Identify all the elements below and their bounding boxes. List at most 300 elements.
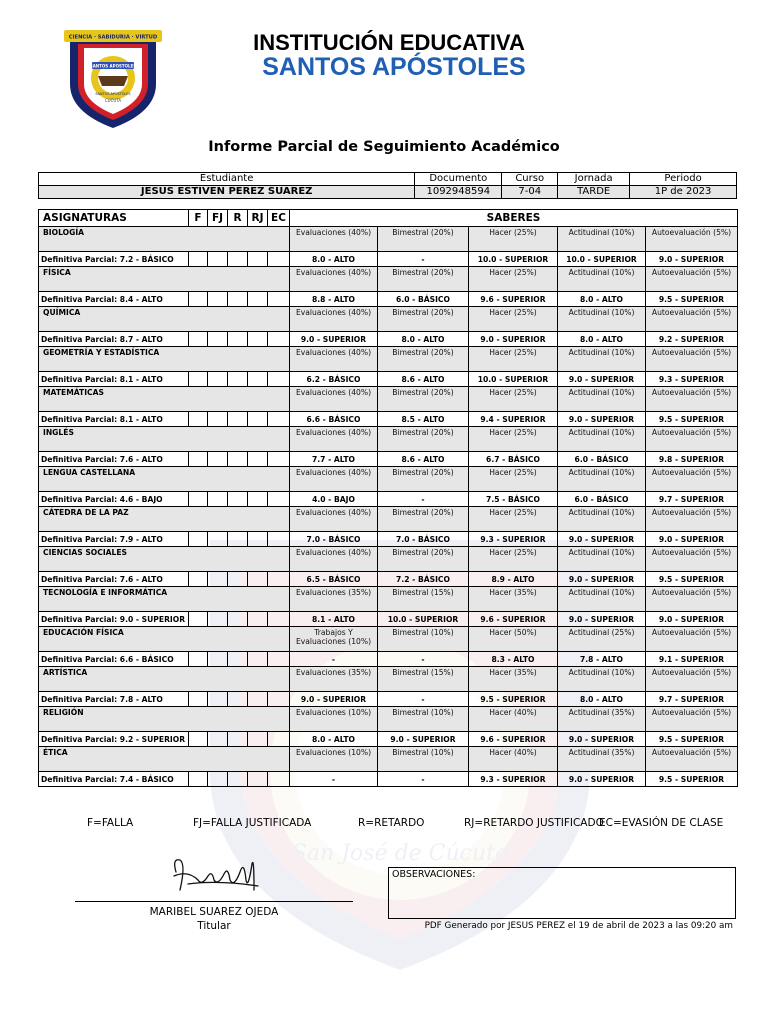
attendance-ec-cell <box>268 612 290 627</box>
subject-score-row <box>39 772 738 787</box>
attendance-rj-cell <box>248 572 268 587</box>
subject-score-row <box>39 492 738 507</box>
criterion-score: 9.0 - SUPERIOR <box>558 612 646 627</box>
attendance-rj-cell <box>248 532 268 547</box>
attendance-r-cell <box>228 652 248 667</box>
criterion-label: Autoevaluación (5%) <box>646 587 738 612</box>
criterion-score: 10.0 - SUPERIOR <box>469 372 558 387</box>
attendance-r-cell <box>228 492 248 507</box>
student-course: 7-04 <box>502 186 558 199</box>
attendance-fj-cell <box>208 332 228 347</box>
attendance-rj-cell <box>248 292 268 307</box>
criterion-score: 9.6 - SUPERIOR <box>469 292 558 307</box>
criterion-label: Actitudinal (10%) <box>558 547 646 572</box>
criterion-score: 7.2 - BÁSICO <box>378 572 469 587</box>
criterion-label: Bimestral (15%) <box>378 587 469 612</box>
attendance-rj-cell <box>248 412 268 427</box>
student-document: 1092948594 <box>415 186 502 199</box>
criterion-label: Bimestral (20%) <box>378 227 469 252</box>
subject-name: BIOLOGÍA <box>39 227 290 252</box>
attendance-r-cell <box>228 412 248 427</box>
attendance-f-cell <box>189 572 208 587</box>
signatory-role: Titular <box>197 920 231 932</box>
attendance-fj-cell <box>208 252 228 267</box>
attendance-f-cell <box>189 372 208 387</box>
criterion-score: 9.4 - SUPERIOR <box>469 412 558 427</box>
criterion-label: Actitudinal (10%) <box>558 347 646 372</box>
legend-fj: FJ=FALLA JUSTIFICADA <box>193 817 312 829</box>
criterion-score: 9.0 - SUPERIOR <box>378 732 469 747</box>
criterion-score: 7.0 - BÁSICO <box>378 532 469 547</box>
criterion-score: 9.5 - SUPERIOR <box>646 412 738 427</box>
attendance-rj-cell <box>248 252 268 267</box>
criterion-label: Evaluaciones (40%) <box>290 387 378 412</box>
attendance-ec-cell <box>268 532 290 547</box>
attendance-fj-cell <box>208 412 228 427</box>
criterion-label: Hacer (40%) <box>469 747 558 772</box>
subject-name: CIENCIAS SOCIALES <box>39 547 290 572</box>
criterion-score: 8.6 - ALTO <box>378 372 469 387</box>
criterion-score: 6.5 - BÁSICO <box>290 572 378 587</box>
subject-score-row <box>39 732 738 747</box>
criterion-score: 8.0 - ALTO <box>290 252 378 267</box>
criterion-score: 10.0 - SUPERIOR <box>378 612 469 627</box>
rj-header: RJ <box>248 210 268 227</box>
final-grade: Definitiva Parcial: 8.1 - ALTO <box>39 372 189 387</box>
criterion-label: Bimestral (10%) <box>378 627 469 652</box>
criterion-label: Evaluaciones (40%) <box>290 267 378 292</box>
attendance-f-cell <box>189 652 208 667</box>
criterion-label: Hacer (25%) <box>469 347 558 372</box>
attendance-ec-cell <box>268 692 290 707</box>
criterion-label: Evaluaciones (40%) <box>290 227 378 252</box>
attendance-rj-cell <box>248 612 268 627</box>
subject-name: TECNOLOGÍA E INFORMÁTICA <box>39 587 290 612</box>
fj-header: FJ <box>208 210 228 227</box>
subject-row <box>39 747 738 772</box>
criterion-label: Bimestral (20%) <box>378 427 469 452</box>
final-grade: Definitiva Parcial: 7.9 - ALTO <box>39 532 189 547</box>
attendance-fj-cell <box>208 652 228 667</box>
subject-row <box>39 707 738 732</box>
subject-name: CÁTEDRA DE LA PAZ <box>39 507 290 532</box>
attendance-ec-cell <box>268 292 290 307</box>
legend-r: R=RETARDO <box>358 817 425 829</box>
criterion-score: 9.0 - SUPERIOR <box>558 532 646 547</box>
criterion-label: Actitudinal (10%) <box>558 387 646 412</box>
attendance-ec-cell <box>268 332 290 347</box>
criterion-label: Actitudinal (10%) <box>558 267 646 292</box>
subject-name: MATEMÁTICAS <box>39 387 290 412</box>
attendance-ec-cell <box>268 732 290 747</box>
criterion-score: 9.6 - SUPERIOR <box>469 732 558 747</box>
ec-header: EC <box>268 210 290 227</box>
subject-name: ARTÍSTICA <box>39 667 290 692</box>
final-grade: Definitiva Parcial: 7.2 - BÁSICO <box>39 252 189 267</box>
attendance-f-cell <box>189 492 208 507</box>
criterion-label: Bimestral (15%) <box>378 667 469 692</box>
attendance-f-cell <box>189 612 208 627</box>
criterion-label: Actitudinal (10%) <box>558 667 646 692</box>
criterion-label: Actitudinal (10%) <box>558 227 646 252</box>
criterion-label: Hacer (25%) <box>469 507 558 532</box>
f-header: F <box>189 210 208 227</box>
observations-label: OBSERVACIONES: <box>392 869 476 880</box>
institution-name-text: SANTOS APÓSTOLES <box>262 53 526 81</box>
subject-row <box>39 627 738 652</box>
criterion-score: 8.8 - ALTO <box>290 292 378 307</box>
criterion-score: 9.0 - SUPERIOR <box>646 532 738 547</box>
criterion-label: Evaluaciones (40%) <box>290 507 378 532</box>
criterion-score: 9.0 - SUPERIOR <box>558 732 646 747</box>
attendance-fj-cell <box>208 692 228 707</box>
subject-score-row <box>39 692 738 707</box>
subject-row <box>39 347 738 372</box>
subject-row <box>39 587 738 612</box>
attendance-ec-cell <box>268 572 290 587</box>
final-grade: Definitiva Parcial: 9.2 - SUPERIOR <box>39 732 189 747</box>
subject-name: EDUCACIÓN FÍSICA <box>39 627 290 652</box>
criterion-label: Autoevaluación (5%) <box>646 387 738 412</box>
final-grade: Definitiva Parcial: 8.7 - ALTO <box>39 332 189 347</box>
attendance-fj-cell <box>208 772 228 787</box>
attendance-rj-cell <box>248 772 268 787</box>
criterion-score: 8.5 - ALTO <box>378 412 469 427</box>
criterion-score: 9.7 - SUPERIOR <box>646 692 738 707</box>
criterion-score: 9.0 - SUPERIOR <box>290 332 378 347</box>
course-label: Curso <box>502 173 558 186</box>
criterion-label: Hacer (25%) <box>469 427 558 452</box>
attendance-r-cell <box>228 332 248 347</box>
criterion-label: Actitudinal (35%) <box>558 747 646 772</box>
attendance-r-cell <box>228 252 248 267</box>
attendance-f-cell <box>189 772 208 787</box>
final-grade: Definitiva Parcial: 8.4 - ALTO <box>39 292 189 307</box>
student-info-table <box>38 172 737 199</box>
subject-name: RELIGIÓN <box>39 707 290 732</box>
attendance-rj-cell <box>248 692 268 707</box>
criterion-label: Hacer (35%) <box>469 587 558 612</box>
crest-ring-text: CÚCUTA <box>104 98 122 103</box>
criterion-score: 4.0 - BAJO <box>290 492 378 507</box>
criterion-score: 9.0 - SUPERIOR <box>290 692 378 707</box>
criterion-score: 9.6 - SUPERIOR <box>469 612 558 627</box>
subject-score-row <box>39 652 738 667</box>
criterion-score: 7.8 - ALTO <box>558 652 646 667</box>
criterion-score: 9.3 - SUPERIOR <box>469 532 558 547</box>
criterion-score: 9.5 - SUPERIOR <box>469 692 558 707</box>
subject-row <box>39 547 738 572</box>
grades-table <box>38 209 738 787</box>
institution-title-text: INSTITUCIÓN EDUCATIVA <box>253 30 525 55</box>
final-grade: Definitiva Parcial: 7.4 - BÁSICO <box>39 772 189 787</box>
criterion-score: 8.1 - ALTO <box>290 612 378 627</box>
attendance-rj-cell <box>248 732 268 747</box>
criterion-score: 7.5 - BÁSICO <box>469 492 558 507</box>
criterion-score: 9.0 - SUPERIOR <box>646 612 738 627</box>
attendance-f-cell <box>189 252 208 267</box>
attendance-fj-cell <box>208 452 228 467</box>
attendance-r-cell <box>228 612 248 627</box>
criterion-score: - <box>290 652 378 667</box>
legend-rj: RJ=RETARDO JUSTIFICADO <box>464 817 604 829</box>
final-grade: Definitiva Parcial: 7.6 - ALTO <box>39 572 189 587</box>
attendance-ec-cell <box>268 772 290 787</box>
attendance-r-cell <box>228 292 248 307</box>
shift-label: Jornada <box>558 173 630 186</box>
criterion-score: 6.7 - BÁSICO <box>469 452 558 467</box>
criterion-score: - <box>378 652 469 667</box>
watermark-text: San José de Cúcuta <box>291 841 509 866</box>
criterion-label: Evaluaciones (40%) <box>290 467 378 492</box>
criterion-label: Hacer (25%) <box>469 267 558 292</box>
criterion-label: Bimestral (20%) <box>378 507 469 532</box>
subject-row <box>39 467 738 492</box>
criterion-label: Bimestral (20%) <box>378 467 469 492</box>
criterion-score: 9.2 - SUPERIOR <box>646 332 738 347</box>
attendance-f-cell <box>189 732 208 747</box>
criterion-score: 9.8 - SUPERIOR <box>646 452 738 467</box>
criterion-score: 8.3 - ALTO <box>469 652 558 667</box>
subjects-header: ASIGNATURAS <box>39 210 189 227</box>
attendance-fj-cell <box>208 732 228 747</box>
criterion-score: 8.9 - ALTO <box>469 572 558 587</box>
grades-header-row <box>39 210 738 227</box>
criterion-score: 9.7 - SUPERIOR <box>646 492 738 507</box>
report-title: Informe Parcial de Seguimiento Académico <box>208 139 560 155</box>
criterion-score: 8.0 - ALTO <box>558 692 646 707</box>
criterion-label: Autoevaluación (5%) <box>646 747 738 772</box>
subject-score-row <box>39 372 738 387</box>
subject-row <box>39 307 738 332</box>
crest-banner-text: CIENCIA · SABIDURIA · VIRTUD <box>68 34 158 41</box>
criterion-score: 8.0 - ALTO <box>378 332 469 347</box>
criterion-score: 9.0 - SUPERIOR <box>469 332 558 347</box>
criterion-label: Autoevaluación (5%) <box>646 507 738 532</box>
criterion-label: Autoevaluación (5%) <box>646 667 738 692</box>
criterion-label: Autoevaluación (5%) <box>646 227 738 252</box>
criterion-score: 7.0 - BÁSICO <box>290 532 378 547</box>
criterion-label: Autoevaluación (5%) <box>646 347 738 372</box>
legend-ec: EC=EVASIÓN DE CLASE <box>599 817 724 829</box>
criterion-label: Evaluaciones (40%) <box>290 547 378 572</box>
attendance-ec-cell <box>268 252 290 267</box>
criterion-score: 9.0 - SUPERIOR <box>558 572 646 587</box>
final-grade: Definitiva Parcial: 9.0 - SUPERIOR <box>39 612 189 627</box>
criterion-label: Trabajos Y Evaluaciones (10%) <box>290 627 378 652</box>
attendance-f-cell <box>189 452 208 467</box>
subject-score-row <box>39 252 738 267</box>
attendance-r-cell <box>228 372 248 387</box>
criterion-label: Evaluaciones (40%) <box>290 347 378 372</box>
criterion-label: Hacer (25%) <box>469 387 558 412</box>
crest-shield-text: SANTOS APOSTOLES <box>95 92 131 96</box>
attendance-rj-cell <box>248 652 268 667</box>
criterion-label: Actitudinal (10%) <box>558 587 646 612</box>
criterion-score: - <box>378 252 469 267</box>
attendance-r-cell <box>228 692 248 707</box>
attendance-r-cell <box>228 772 248 787</box>
final-grade: Definitiva Parcial: 7.6 - ALTO <box>39 452 189 467</box>
criterion-label: Autoevaluación (5%) <box>646 467 738 492</box>
attendance-ec-cell <box>268 372 290 387</box>
criterion-score: 8.0 - ALTO <box>290 732 378 747</box>
attendance-fj-cell <box>208 572 228 587</box>
subject-name: FÍSICA <box>39 267 290 292</box>
criterion-score: - <box>378 772 469 787</box>
attendance-ec-cell <box>268 652 290 667</box>
attendance-r-cell <box>228 572 248 587</box>
saberes-header: SABERES <box>290 210 738 227</box>
student-label: Estudiante <box>39 173 415 186</box>
criterion-label: Actitudinal (10%) <box>558 467 646 492</box>
subject-score-row <box>39 332 738 347</box>
criterion-label: Hacer (35%) <box>469 667 558 692</box>
criterion-label: Actitudinal (25%) <box>558 627 646 652</box>
attendance-fj-cell <box>208 292 228 307</box>
attendance-fj-cell <box>208 612 228 627</box>
attendance-r-cell <box>228 732 248 747</box>
attendance-rj-cell <box>248 452 268 467</box>
criterion-label: Autoevaluación (5%) <box>646 627 738 652</box>
r-header: R <box>228 210 248 227</box>
attendance-ec-cell <box>268 452 290 467</box>
criterion-score: 10.0 - SUPERIOR <box>469 252 558 267</box>
legend-f: F=FALLA <box>87 817 134 829</box>
criterion-score: 9.5 - SUPERIOR <box>646 292 738 307</box>
criterion-label: Bimestral (10%) <box>378 747 469 772</box>
criterion-label: Autoevaluación (5%) <box>646 547 738 572</box>
criterion-label: Evaluaciones (40%) <box>290 307 378 332</box>
final-grade: Definitiva Parcial: 4.6 - BAJO <box>39 492 189 507</box>
signatory-name: MARIBEL SUAREZ OJEDA <box>149 906 279 918</box>
criterion-label: Hacer (25%) <box>469 307 558 332</box>
criterion-score: - <box>378 692 469 707</box>
criterion-label: Evaluaciones (35%) <box>290 587 378 612</box>
criterion-score: 9.0 - SUPERIOR <box>558 772 646 787</box>
student-shift: TARDE <box>558 186 630 199</box>
criterion-label: Autoevaluación (5%) <box>646 427 738 452</box>
attendance-ec-cell <box>268 492 290 507</box>
criterion-score: 9.3 - SUPERIOR <box>469 772 558 787</box>
subject-name: QUÍMICA <box>39 307 290 332</box>
attendance-f-cell <box>189 692 208 707</box>
crest-ribbon-text: SANTOS APOSTOLES <box>89 63 137 69</box>
criterion-score: - <box>378 492 469 507</box>
criterion-label: Bimestral (20%) <box>378 387 469 412</box>
subject-name: INGLÉS <box>39 427 290 452</box>
criterion-label: Actitudinal (10%) <box>558 507 646 532</box>
attendance-f-cell <box>189 412 208 427</box>
criterion-score: 9.3 - SUPERIOR <box>646 372 738 387</box>
criterion-label: Hacer (25%) <box>469 547 558 572</box>
criterion-score: 7.7 - ALTO <box>290 452 378 467</box>
criterion-score: 9.5 - SUPERIOR <box>646 732 738 747</box>
criterion-label: Autoevaluación (5%) <box>646 267 738 292</box>
criterion-score: 9.0 - SUPERIOR <box>558 372 646 387</box>
attendance-rj-cell <box>248 332 268 347</box>
attendance-f-cell <box>189 332 208 347</box>
criterion-score: 10.0 - SUPERIOR <box>558 252 646 267</box>
criterion-label: Evaluaciones (10%) <box>290 747 378 772</box>
criterion-label: Bimestral (20%) <box>378 307 469 332</box>
final-grade: Definitiva Parcial: 6.6 - BÁSICO <box>39 652 189 667</box>
subject-score-row <box>39 572 738 587</box>
criterion-score: 6.0 - BÁSICO <box>558 452 646 467</box>
final-grade: Definitiva Parcial: 8.1 - ALTO <box>39 412 189 427</box>
criterion-score: 6.0 - BÁSICO <box>378 292 469 307</box>
criterion-label: Bimestral (20%) <box>378 347 469 372</box>
attendance-f-cell <box>189 292 208 307</box>
criterion-label: Hacer (25%) <box>469 227 558 252</box>
criterion-label: Bimestral (20%) <box>378 547 469 572</box>
criterion-score: 6.6 - BÁSICO <box>290 412 378 427</box>
criterion-label: Bimestral (10%) <box>378 707 469 732</box>
criterion-score: 8.0 - ALTO <box>558 332 646 347</box>
criterion-score: 6.2 - BÁSICO <box>290 372 378 387</box>
student-period: 1P de 2023 <box>630 186 737 199</box>
subject-row <box>39 227 738 252</box>
criterion-label: Actitudinal (10%) <box>558 427 646 452</box>
attendance-fj-cell <box>208 532 228 547</box>
attendance-f-cell <box>189 532 208 547</box>
subject-name: LENGUA CASTELLANA <box>39 467 290 492</box>
subject-score-row <box>39 412 738 427</box>
criterion-score: 8.0 - ALTO <box>558 292 646 307</box>
attendance-r-cell <box>228 452 248 467</box>
criterion-label: Hacer (40%) <box>469 707 558 732</box>
attendance-rj-cell <box>248 372 268 387</box>
subject-row <box>39 267 738 292</box>
attendance-fj-cell <box>208 492 228 507</box>
criterion-score: 9.0 - SUPERIOR <box>558 412 646 427</box>
criterion-label: Actitudinal (10%) <box>558 307 646 332</box>
criterion-label: Evaluaciones (40%) <box>290 427 378 452</box>
subject-row <box>39 427 738 452</box>
criterion-score: 9.5 - SUPERIOR <box>646 572 738 587</box>
subject-score-row <box>39 292 738 307</box>
final-grade: Definitiva Parcial: 7.8 - ALTO <box>39 692 189 707</box>
criterion-label: Actitudinal (35%) <box>558 707 646 732</box>
subject-row <box>39 387 738 412</box>
criterion-label: Hacer (25%) <box>469 467 558 492</box>
criterion-score: 6.0 - BÁSICO <box>558 492 646 507</box>
criterion-score: 8.6 - ALTO <box>378 452 469 467</box>
subject-row <box>39 667 738 692</box>
subject-name: ÉTICA <box>39 747 290 772</box>
criterion-label: Hacer (50%) <box>469 627 558 652</box>
period-label: Periodo <box>630 173 737 186</box>
criterion-label: Autoevaluación (5%) <box>646 707 738 732</box>
criterion-score: - <box>290 772 378 787</box>
subject-score-row <box>39 532 738 547</box>
subject-score-row <box>39 452 738 467</box>
criterion-score: 9.5 - SUPERIOR <box>646 772 738 787</box>
subject-score-row <box>39 612 738 627</box>
subject-name: GEOMETRÍA Y ESTADÍSTICA <box>39 347 290 372</box>
document-label: Documento <box>415 173 502 186</box>
subject-row <box>39 507 738 532</box>
handwritten-signature <box>168 850 268 900</box>
attendance-rj-cell <box>248 492 268 507</box>
attendance-r-cell <box>228 532 248 547</box>
criterion-label: Evaluaciones (35%) <box>290 667 378 692</box>
student-name: JESUS ESTIVEN PEREZ SUAREZ <box>39 186 415 199</box>
criterion-label: Autoevaluación (5%) <box>646 307 738 332</box>
attendance-ec-cell <box>268 412 290 427</box>
generated-footer: PDF Generado por JESUS PEREZ el 19 de abril de 2023 a las 09:20 am <box>424 921 733 931</box>
institution-name <box>0 53 768 82</box>
